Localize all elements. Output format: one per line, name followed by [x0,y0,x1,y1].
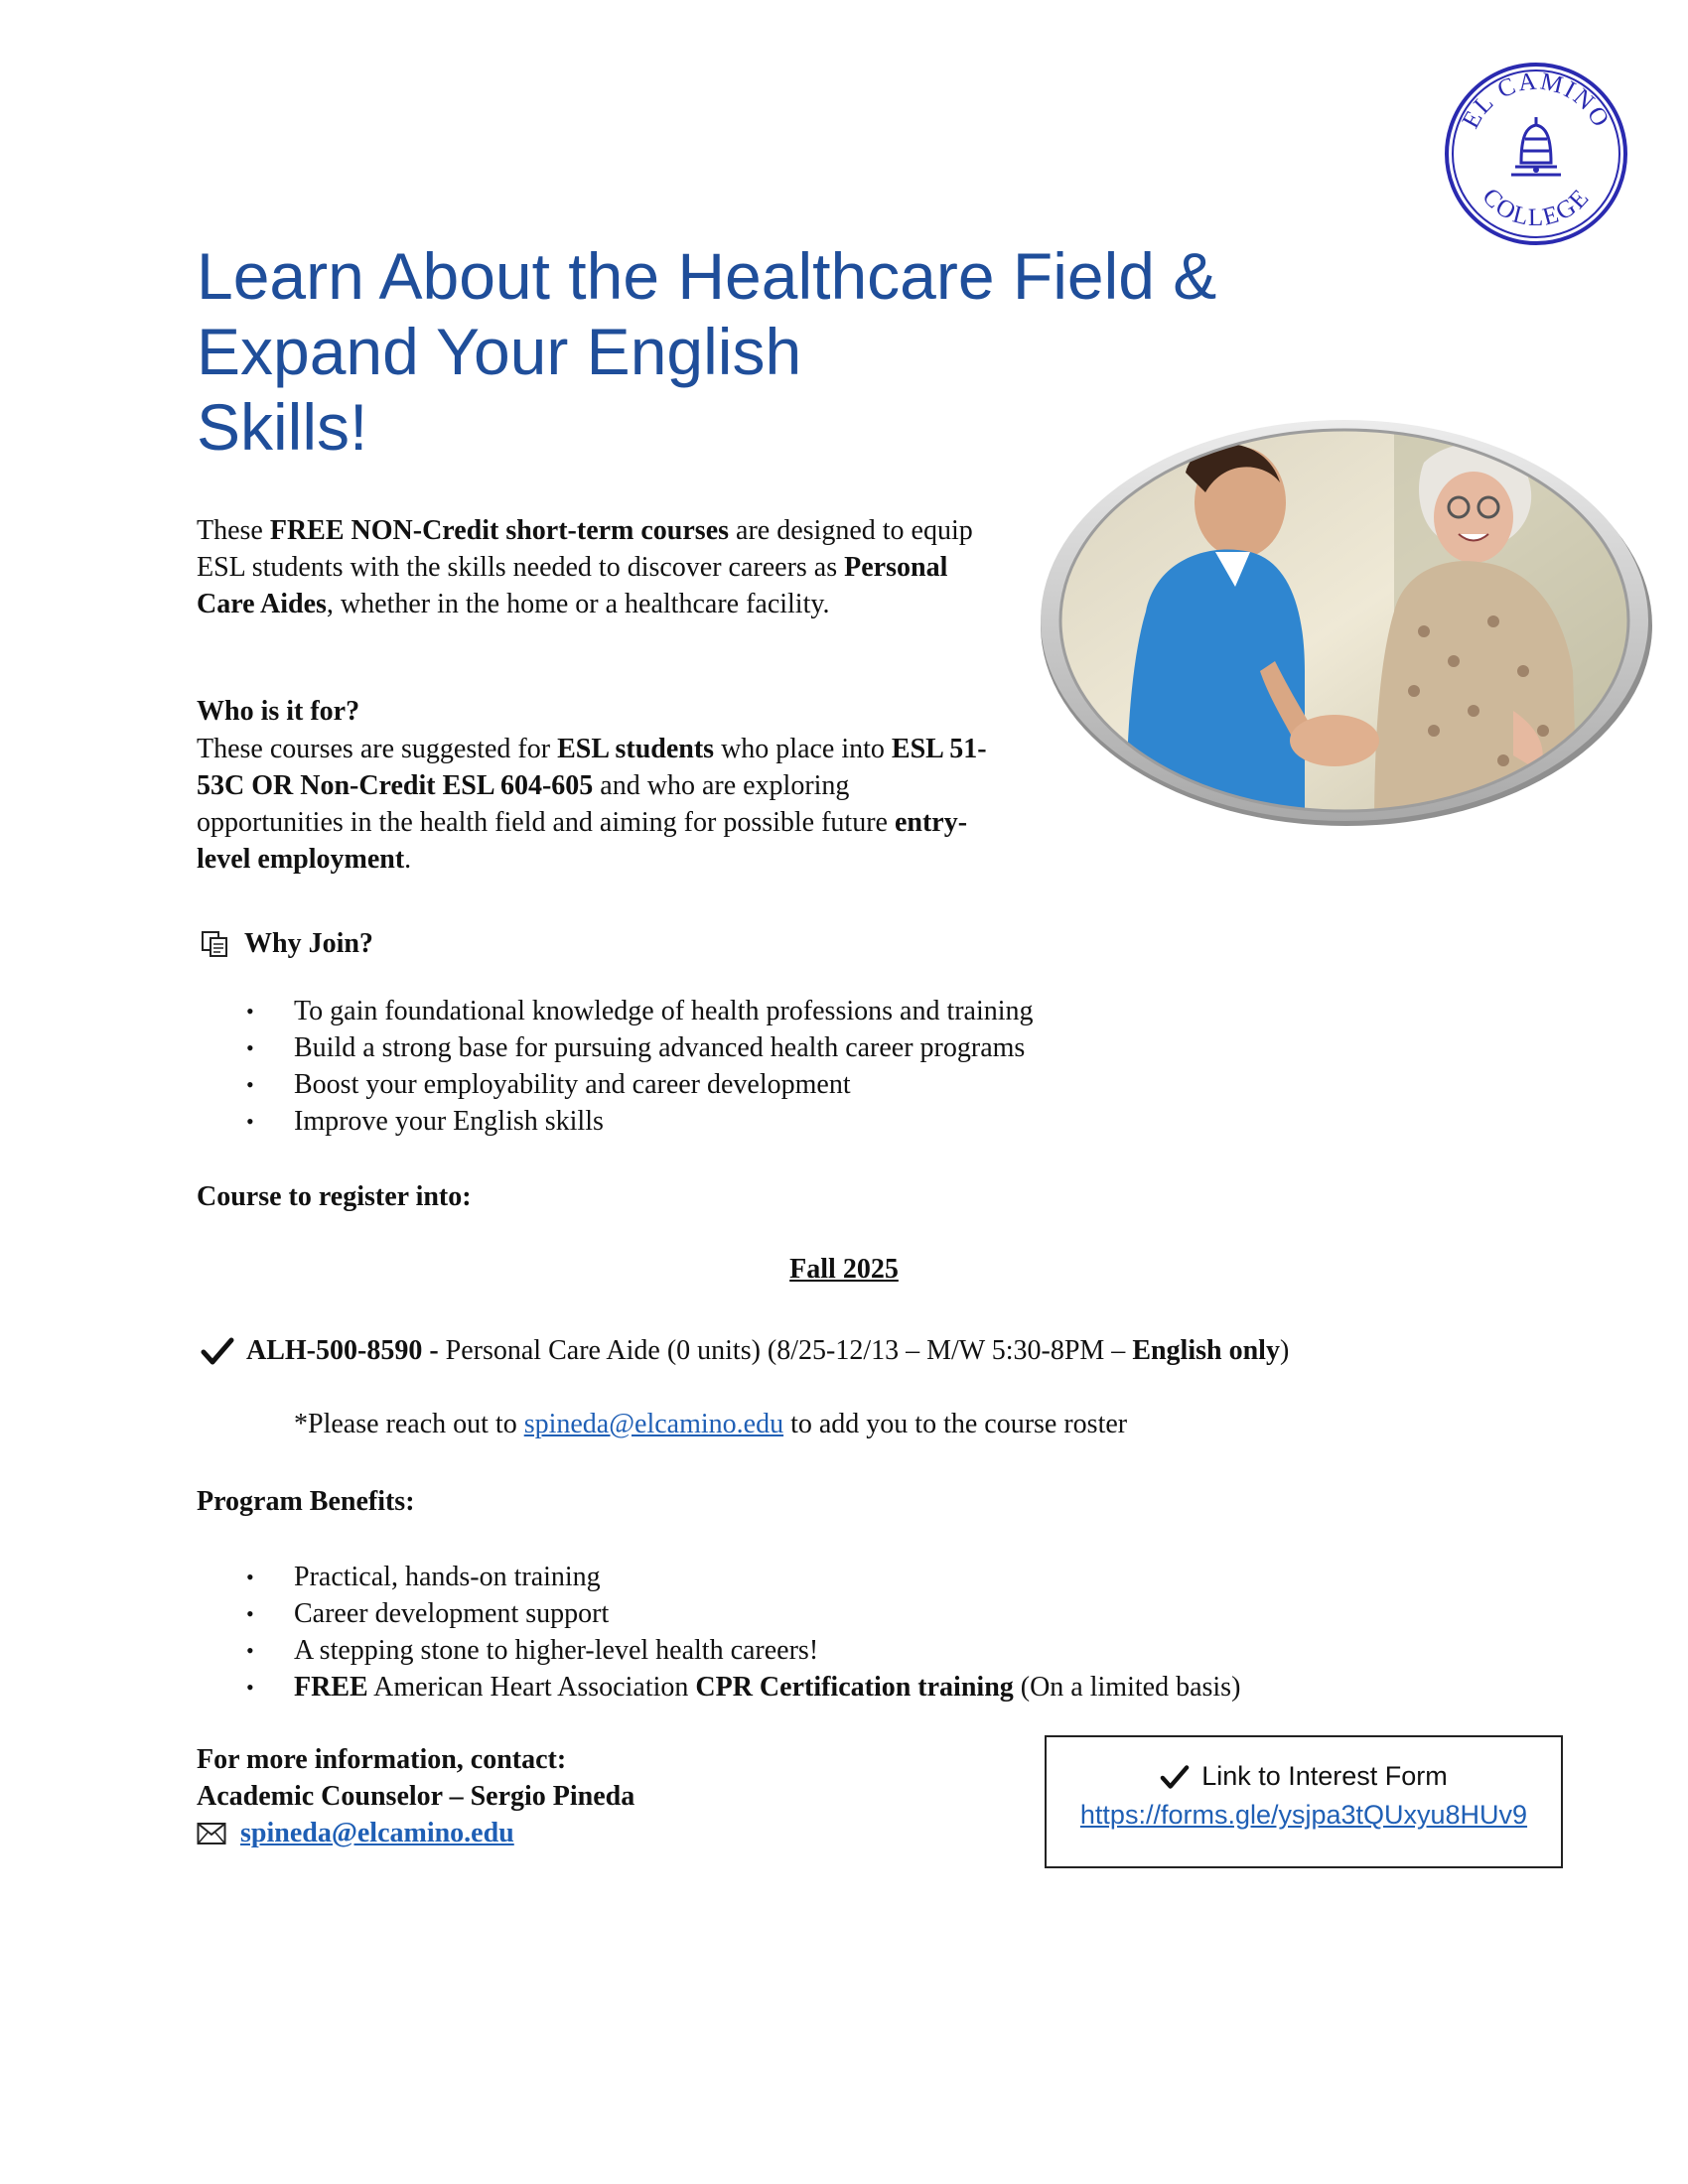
who-text: and who are exploring opportunities in the health field and aiming for possible future [197,770,895,838]
checkmark-icon [201,1336,234,1366]
interest-form-box [1045,1735,1563,1868]
intro-text: are designed to equip ESL students with the skills needed to discover careers as [197,515,973,583]
who-text: who place into [714,734,892,764]
roster-note [294,1406,1127,1442]
who-emphasis: ESL students [557,734,715,764]
intro-text: , whether in the home or a healthcare facility. [326,589,830,619]
contact-block [197,1741,634,1851]
envelope-icon [197,1822,226,1845]
list-item-text: A stepping stone to higher-level health careers! [294,1635,819,1666]
list-item: • Improve your English skills [246,1106,604,1137]
course-code: ALH-500-8590 - [246,1335,439,1366]
who-emphasis: ESL 51-53C OR Non-Credit ESL 604-605 [197,734,987,801]
title-line-1: Learn About the Healthcare Field & [197,239,1217,313]
list-item-text: Career development support [294,1598,610,1629]
who-text: These courses are suggested for [197,734,558,764]
copy-icon [201,930,230,958]
course-language: English only [1132,1335,1280,1366]
svg-text:EL CAMINO: EL CAMINO [1457,68,1616,133]
interest-form-link[interactable]: https://forms.gle/ysjpa3tQUxyu8HUv9 [1079,1800,1528,1830]
list-item-text: Improve your English skills [294,1106,604,1137]
term-heading: Fall 2025 [789,1254,899,1285]
list-item-text: Practical, hands-on training [294,1562,601,1592]
course-heading: Course to register into: [197,1181,472,1212]
list-item: • Build a strong base for pursuing advanced health career programs [246,1032,1026,1063]
who-text: . [404,844,412,875]
contact-email-link[interactable]: spineda@elcamino.edu [240,1818,514,1848]
caregiver-photo [1037,413,1652,828]
who-heading: Who is it for? [197,696,360,727]
list-item-text: To gain foundational knowledge of health professions and training [294,996,1034,1026]
list-item: • Career development support [246,1598,610,1629]
list-item-text: Build a strong base for pursuing advanced health career programs [294,1032,1026,1063]
list-item: • FREE American Heart Association CPR Certification training (On a limited basis) [246,1672,1241,1703]
list-item: • To gain foundational knowledge of health professions and training [246,996,1034,1026]
contact-email-row [197,1815,634,1851]
svg-text:COLLEGE: COLLEGE [1477,183,1596,232]
who-emphasis: entry-level employment [197,807,968,875]
intro-emphasis-role: Personal Care Aides [197,552,948,619]
roster-note-text: *Please reach out to [294,1409,524,1439]
interest-form-label: Link to Interest Form [1201,1761,1448,1791]
benefits-list [238,1559,1430,1706]
title-line-2: Expand Your English [197,315,802,388]
intro-paragraph [197,512,991,622]
course-listing [201,1332,1289,1369]
title-line-3: Skills! [197,390,368,464]
roster-note-text: to add you to the course roster [783,1409,1128,1439]
why-join-heading [201,925,373,962]
benefits-heading: Program Benefits: [197,1486,415,1517]
contact-counselor: Academic Counselor – Sergio Pineda [197,1781,635,1812]
list-item: • Boost your employability and career development [246,1069,851,1100]
list-item-text: American Heart Association [367,1672,696,1703]
who-paragraph [197,731,991,878]
list-item: • A stepping stone to higher-level health careers! [246,1635,819,1666]
list-item-text: Boost your employability and career development [294,1069,851,1100]
contact-heading: For more information, contact: [197,1744,567,1775]
el-camino-college-logo [1442,60,1630,248]
list-item-emphasis: CPR Certification training [695,1672,1014,1703]
why-join-list [238,993,1430,1140]
intro-emphasis-courses: FREE NON-Credit short-term courses [269,515,730,546]
why-join-label: Why Join? [244,928,373,959]
roster-email-link[interactable]: spineda@elcamino.edu [523,1409,784,1439]
list-item-emphasis: FREE [294,1672,368,1703]
course-close-paren: ) [1279,1335,1290,1366]
list-item: • Practical, hands-on training [246,1562,601,1592]
intro-text: These [197,515,270,546]
course-description: Personal Care Aide (0 units) (8/25-12/13 – M/W 5:30-8PM – [438,1335,1133,1366]
list-item-text: (On a limited basis) [1013,1672,1241,1703]
checkmark-icon [1160,1764,1190,1790]
